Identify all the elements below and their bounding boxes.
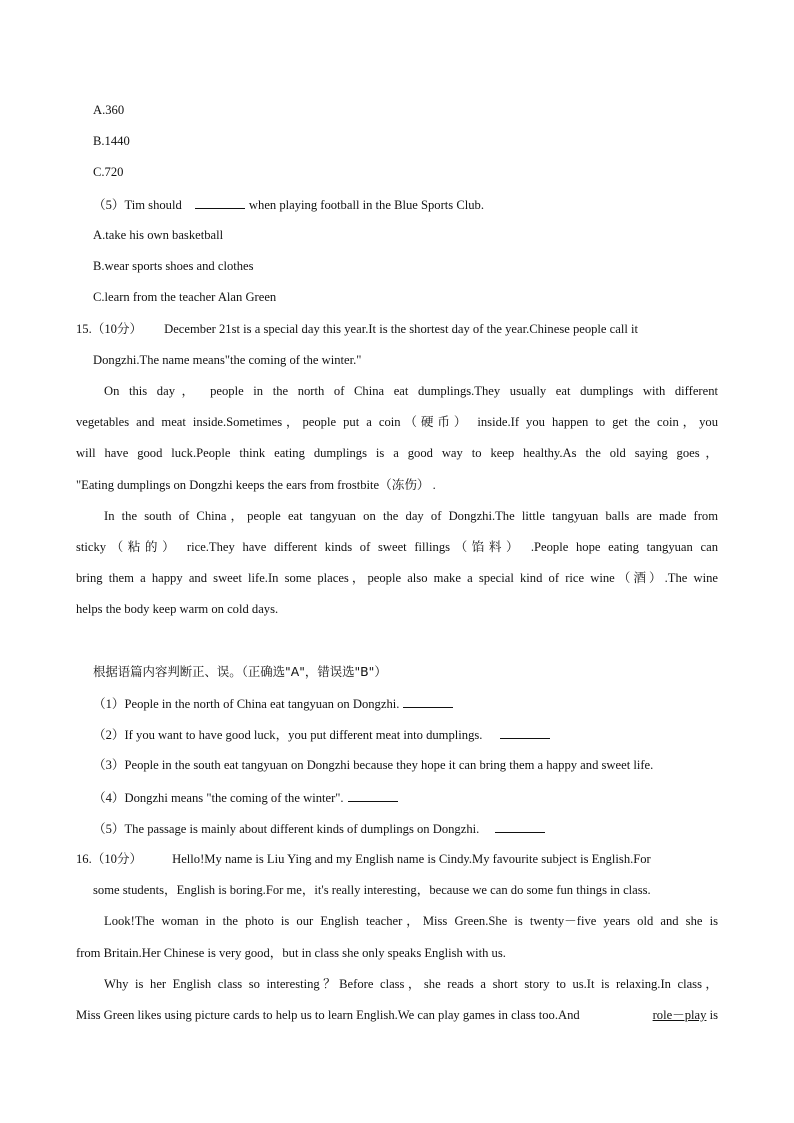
question-15-first-line	[76, 321, 718, 337]
option-4c: C.720	[93, 165, 124, 179]
passage-line: from Britain.Her Chinese is very good，but in class she only speaks English with us.	[76, 946, 506, 960]
passage-line: Dongzhi.The name means"the coming of the winter."	[93, 353, 362, 367]
passage-line: will have good luck.People think eating dumplings is a good way to keep healthy.As the old saying goes，	[76, 446, 718, 460]
passage-line: In the south of China，people eat tangyuan on the day of Dongzhi.The little tangyuan balls are made from	[104, 509, 718, 523]
passage-text: is	[709, 1008, 718, 1022]
answer-blank[interactable]	[500, 726, 550, 739]
statement-text: （5）The passage is mainly about different kinds of dumplings on Dongzhi.	[93, 822, 480, 836]
passage-line: On this day， people in the north of China eat dumplings.They usually eat dumplings with different	[104, 384, 718, 398]
passage-line: sticky（粘的） rice.They have different kinds of sweet fillings（馅料） .People hope eating tangyuan can	[76, 540, 718, 554]
answer-blank[interactable]	[195, 196, 245, 209]
answer-blank[interactable]	[348, 789, 398, 802]
passage-line: "Eating dumplings on Dongzhi keeps the ears from frostbite（冻伤） .	[76, 478, 436, 492]
passage-line: helps the body keep warm on cold days.	[76, 602, 279, 616]
question-5	[93, 196, 484, 213]
passage-line: vegetables and meat inside.Sometimes，people put a coin（硬币） inside.If you happen to get the coin，you	[76, 415, 718, 429]
question-5-before: Tim should	[124, 198, 182, 212]
passage-line: some students，English is boring.For me，it's really interesting，because we can do some fun things in class.	[93, 883, 651, 897]
passage-text: Miss Green likes using picture cards to help us to learn English.We can play games in class too.And	[76, 1008, 580, 1022]
option-5a: A.take his own basketball	[93, 228, 224, 242]
statement-text: （1）People in the north of China eat tangyuan on Dongzhi.	[93, 697, 400, 711]
statement-5	[93, 820, 549, 837]
statement-1	[93, 695, 457, 712]
passage-text-end	[653, 1007, 718, 1023]
passage-line: bring them a happy and sweet life.In some places，people also make a special kind of rice wine（酒）.The wine	[76, 571, 718, 585]
passage-line: Look!The woman in the photo is our English teacher，Miss Green.She is twenty－five years old and she is	[104, 914, 718, 928]
statement-text: （4）Dongzhi means "the coming of the winter".	[93, 791, 344, 805]
statement-2	[93, 726, 554, 743]
question-5-after: when playing football in the Blue Sports Club.	[248, 198, 484, 212]
option-5c: C.learn from the teacher Alan Green	[93, 290, 277, 304]
question-5-number: （5）	[93, 198, 125, 212]
passage-line-last	[76, 1007, 718, 1023]
question-16-first-line	[76, 851, 718, 867]
option-4b: B.1440	[93, 134, 130, 148]
passage-line: Hello!My name is Liu Ying and my English name is Cindy.My favourite subject is English.For	[172, 852, 651, 866]
option-4a: A.360	[93, 103, 125, 117]
answer-blank[interactable]	[495, 820, 545, 833]
question-16-number: 16.（10分）	[76, 852, 143, 866]
option-5b: B.wear sports shoes and clothes	[93, 259, 254, 273]
statement-text: （2）If you want to have good luck，you put different meat into dumplings.	[93, 728, 483, 742]
underlined-term: role－play	[652, 1008, 707, 1022]
statement-4	[93, 789, 402, 806]
passage-line: December 21st is a special day this year.It is the shortest day of the year.Chinese people call it	[164, 322, 638, 336]
answer-blank[interactable]	[403, 695, 453, 708]
statement-3: （3）People in the south eat tangyuan on Dongzhi because they hope it can bring them a happy and sweet life.	[93, 758, 654, 772]
passage-line: Why is her English class so interesting？Before class，she reads a short story to us.It is relaxing.In class，	[104, 977, 718, 991]
instruction: 根据语篇内容判断正、误。（正确选"A"，错误选"B"）	[93, 664, 387, 679]
question-15-number: 15.（10分）	[76, 322, 143, 336]
